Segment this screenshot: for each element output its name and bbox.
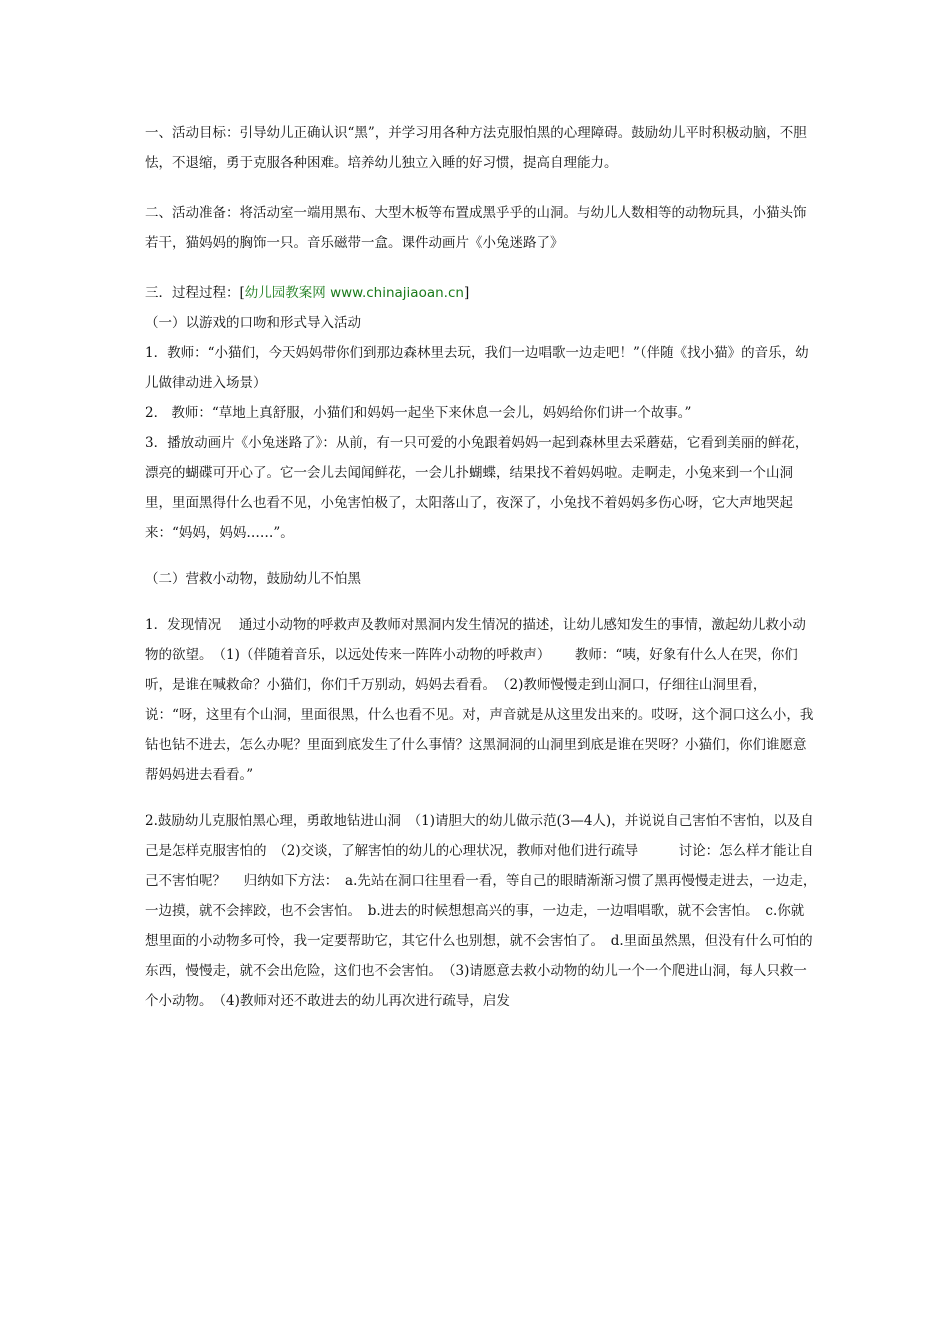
source-website-link[interactable]: 幼儿园教案网 www.chinajiaoan.cn <box>244 285 464 301</box>
section-2-item-2: 2.鼓励幼儿克服怕黑心理，勇敢地钻进山洞 （1)请胆大的幼儿做示范(3—4人)，并说说自己害怕不害怕，以及自己是怎样克服害怕的 （2)交谈，了解害怕的幼儿的心理状况，教师对他们进行疏导 讨论：怎么样才能让自己不害怕呢？ 归纳如下方法： a.先站在洞口往里看一看，等自己的眼睛渐渐习惯了黑再慢慢走进去，一边走，一边摸，就不会摔跤，也不会害怕。 b.进去的时候想想高兴的事，一边走，一边唱唱歌，就不会害怕。 c.你就想里面的小动物多可怜，我一定要帮助它，其它什么也别想，就不会害怕了。 d.里面虽然黑，但没有什么可怕的东西，慢慢走，就不会出危险，这们也不会害怕。 （3)请愿意去救小动物的幼儿一个一个爬进山洞，每人只救一个小动物。 （4)教师对还不敢进去的幼儿再次进行疏导，启发 <box>145 813 817 1009</box>
section-1-title: （一）以游戏的口吻和形式导入活动 <box>145 315 361 331</box>
section-1-item-1: 1．教师：“小猫们，今天妈妈带你们到那边森林里去玩，我们一边唱歌一边走吧！”（伴随《找小猫》的音乐，幼儿做律动进入场景） <box>145 345 809 391</box>
activity-goal-paragraph: 一、活动目标：引导幼儿正确认识“黑”，并学习用各种方法克服怕黑的心理障碍。鼓励幼儿平时积极动脑，不胆怯，不退缩，勇于克服各种困难。培养幼儿独立入睡的好习惯，提高自理能力。 <box>145 125 807 171</box>
section-2-item-1: 1．发现情况 通过小动物的呼救声及教师对黑洞内发生情况的描述，让幼儿感知发生的事情，激起幼儿救小动物的欲望。 （1)（伴随着音乐，以远处传来一阵阵小动物的呼救声） 教师：“咦，好象有什么人在哭，你们听，是谁在喊救命？小猫们，你们千万别动，妈妈去看看。 （2)教师慢慢走到山洞口，仔细往山洞里看，说：“呀，这里有个山洞，里面很黑，什么也看不见。对，声音就是从这里发出来的。哎呀，这个洞口这么小，我钻也钻不进去，怎么办呢？里面到底发生了什么事情？这黑洞洞的山洞里到底是谁在哭呀？小猫们，你们谁愿意帮妈妈进去看看。” <box>145 617 814 783</box>
process-heading-prefix: 三．过程过程：[ <box>145 285 245 301</box>
section-2-title: （二）营救小动物，鼓励幼儿不怕黑 <box>145 571 361 587</box>
process-heading-suffix: ] <box>463 285 470 301</box>
activity-preparation-paragraph: 二、活动准备：将活动室一端用黑布、大型木板等布置成黑乎乎的山洞。与幼儿人数相等的动物玩具，小猫头饰若干，猫妈妈的胸饰一只。音乐磁带一盒。课件动画片《小兔迷路了》 <box>145 205 807 251</box>
section-1-item-3: 3．播放动画片《小兔迷路了》：从前，有一只可爱的小兔跟着妈妈一起到森林里去采蘑菇，它看到美丽的鲜花，漂亮的蝴碟可开心了。它一会儿去闻闻鲜花，一会儿扑蝴蝶，结果找不着妈妈啦。走啊走，小兔来到一个山洞里，里面黑得什么也看不见，小兔害怕极了，太阳落山了，夜深了，小兔找不着妈妈多伤心呀，它大声地哭起来：“妈妈，妈妈……”。 <box>145 435 809 541</box>
process-heading <box>145 278 817 308</box>
section-1-item-2: 2． 教师：“草地上真舒服，小猫们和妈妈一起坐下来休息一会儿，妈妈给你们讲一个故事。” <box>145 405 692 421</box>
document-body <box>145 118 817 1016</box>
